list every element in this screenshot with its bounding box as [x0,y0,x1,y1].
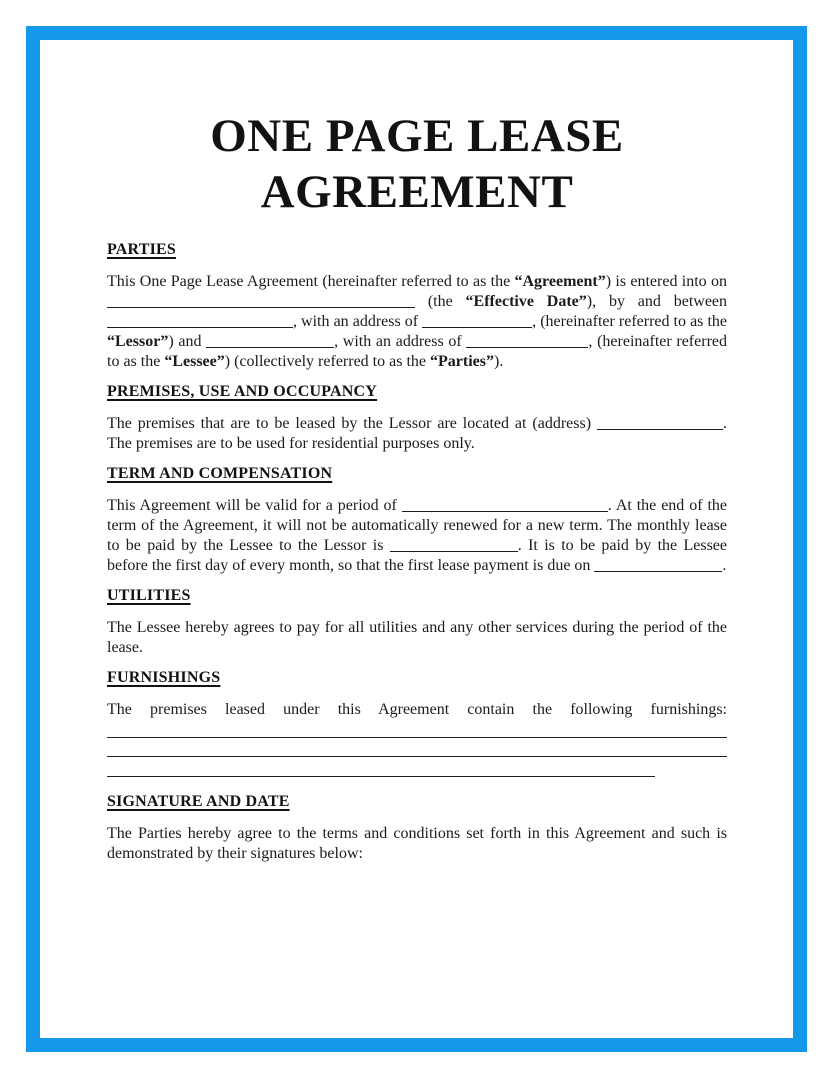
lease-document-page [40,40,793,1038]
section-heading-term: TERM AND COMPENSATION [107,465,333,482]
fill-in-blank [594,559,722,572]
fill-in-blank [206,335,334,348]
section-furnishings [107,668,727,777]
section-heading-parties: PARTIES [107,241,177,258]
document-title: ONE PAGE LEASE AGREEMENT [210,110,624,218]
parties-paragraph: This One Page Lease Agreement (hereinafter referred to as the “Agreement”) is entered into on (the “Effective Date”), by and between , with an address of , (hereinafter referred to as the “Lessor”) and , with an address of , (hereinafter referred to as the “Lessee”) (collectively referred to as the “Parties”). [107,273,728,370]
write-in-line [107,756,727,757]
section-term [107,464,727,576]
fill-in-blank [107,295,415,308]
signature-paragraph: The Parties hereby agree to the terms and conditions set forth in this Agreement and such is demonstrated by their signatures below: [107,824,727,862]
fill-in-blank [402,499,608,512]
premises-paragraph: The premises that are to be leased by the Lessor are located at (address) . The premises are to be used for residential purposes only. [107,415,727,452]
term-paragraph: This Agreement will be valid for a period of . At the end of the term of the Agreement, it will not be automatically renewed for a new term. The monthly lease to be paid by the Lessee to the Lessor is . It is to be paid by the Lessee before the first day of every month, so that the first lease payment is due on . [107,497,727,574]
write-in-line [107,776,655,777]
section-heading-utilities: UTILITIES [107,587,191,604]
section-heading-signature: SIGNATURE AND DATE [107,792,290,810]
utilities-paragraph: The Lessee hereby agrees to pay for all utilities and any other services during the period of the lease. [107,619,727,656]
fill-in-blank [597,417,723,430]
fill-in-blank [422,315,532,328]
section-heading-premises: PREMISES, USE AND OCCUPANCY [107,383,378,400]
fill-in-blank [390,539,518,552]
section-signature [107,792,727,864]
page-border-frame [26,26,807,1052]
section-premises [107,382,727,454]
section-utilities [107,586,727,658]
write-in-line [107,737,727,738]
section-heading-furnishings: FURNISHINGS [107,669,221,686]
section-parties [107,240,727,372]
fill-in-blank [107,315,293,328]
furnishings-paragraph: The premises leased under this Agreement contain the following furnishings: [107,701,727,718]
fill-in-blank [466,335,588,348]
furnishings-write-in-lines [107,737,727,777]
